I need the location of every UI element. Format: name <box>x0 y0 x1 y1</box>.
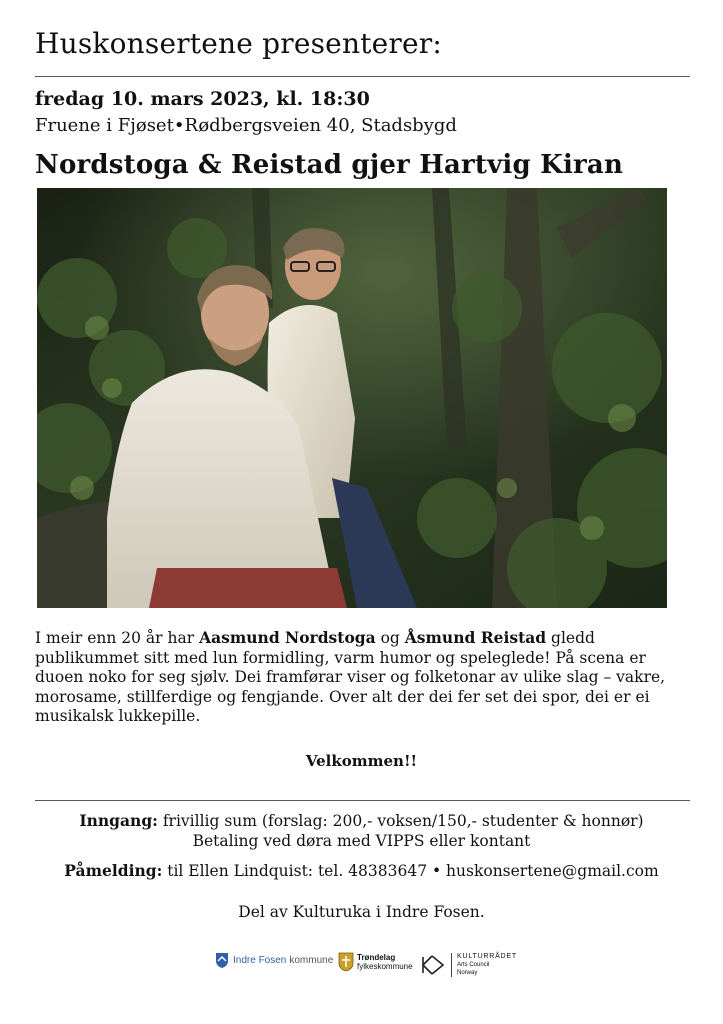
description-part3: gledd publikummet sitt med lun formidling, varm humor og speleglede! På scena er duoen noko for seg sjølv. Dei framførar viser og folketonar av ulike slag – vakre, morosame, stillferdige og fengjande. Over alt der dei fer set dei spor, dei er ei musikalsk lukkepille. <box>35 629 666 725</box>
indre-fosen-name: Indre Fosen <box>233 955 287 966</box>
event-date: fredag 10. mars 2023, kl. 18:30 <box>35 88 370 110</box>
concert-description <box>35 628 690 727</box>
description-paragraph <box>35 628 690 727</box>
indre-fosen-logo <box>215 952 333 969</box>
venue-address: Rødbergsveien 40, Stadsbygd <box>184 115 457 136</box>
signup-text: til Ellen Lindquist: tel. 48383647 • huskonsertene@gmail.com <box>162 862 659 880</box>
venue-name: Fruene i Fjøset <box>35 115 174 136</box>
trondelag-logo <box>338 952 413 972</box>
performers-photo <box>37 188 667 608</box>
description-part2: og <box>375 629 405 647</box>
sponsor-logos <box>215 952 518 986</box>
indre-fosen-suffix: kommune <box>289 955 334 966</box>
kulturradet-divider <box>451 953 452 977</box>
welcome-text: Velkommen!! <box>305 752 418 770</box>
entrance-line <box>0 811 723 830</box>
trondelag-line1: Trøndelag <box>357 953 396 962</box>
kulturradet-line1: KULTURRÅDET <box>457 953 518 960</box>
kulturradet-emblem-icon <box>420 952 446 978</box>
entrance-text: frivillig sum (forslag: 200,- voksen/150,- studenter & honnør) <box>157 812 644 830</box>
trondelag-line2: fylkeskommune <box>357 962 413 971</box>
entrance-label: Inngang: <box>79 811 158 830</box>
signup-line <box>0 861 723 880</box>
performer-name-2: Åsmund Reistad <box>404 628 547 647</box>
venue-line <box>35 115 457 136</box>
payment-line: Betaling ved døra med VIPPS eller kontant <box>192 832 531 850</box>
page-header-title: Huskonsertene presenterer: <box>35 27 442 60</box>
indre-fosen-shield-icon <box>215 952 229 969</box>
kulturradet-logo <box>420 952 517 978</box>
header-divider <box>35 76 690 77</box>
info-divider <box>35 800 690 801</box>
kulturradet-line2: Arts Council <box>457 962 490 968</box>
kulturradet-line3: Norway <box>457 970 478 976</box>
signup-label: Påmelding: <box>64 861 163 880</box>
description-part1: I meir enn 20 år har <box>35 629 200 647</box>
trondelag-shield-icon <box>338 952 354 972</box>
concert-title: Nordstoga & Reistad gjer Hartvig Kiran <box>35 150 624 180</box>
performer-name-1: Aasmund Nordstoga <box>199 628 376 647</box>
region-line: Del av Kulturuka i Indre Fosen. <box>238 903 485 921</box>
venue-separator: • <box>173 115 185 136</box>
